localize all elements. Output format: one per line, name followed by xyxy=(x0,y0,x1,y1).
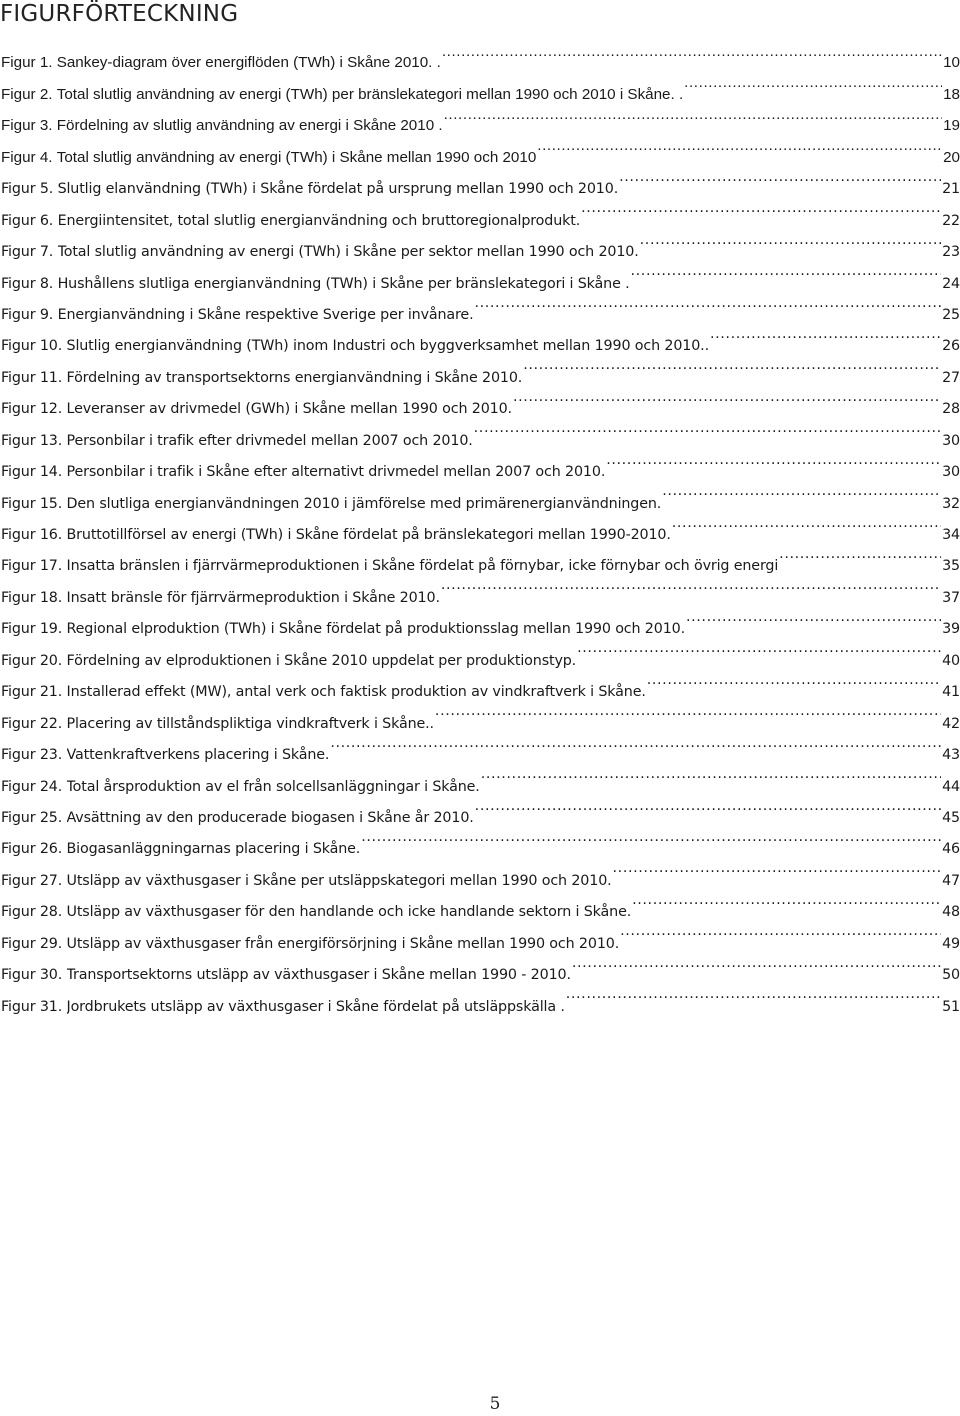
dot-leader xyxy=(618,162,941,193)
figure-page-number: 25 xyxy=(942,306,960,323)
figure-label: Figur 15. xyxy=(1,495,63,512)
dot-leader xyxy=(565,979,941,1010)
figure-title: Bruttotillförsel av energi (TWh) i Skåne fördelat på bränslekategori mellan 1990-2010. xyxy=(66,527,671,543)
figure-page-number: 30 xyxy=(942,464,960,481)
dot-leader xyxy=(685,602,941,633)
figure-label: Figur 1. xyxy=(1,54,53,72)
figure-page-number: 30 xyxy=(942,432,960,449)
figure-page-number: 42 xyxy=(942,715,960,732)
figure-label: Figur 17. xyxy=(1,558,63,575)
figure-title: Den slutliga energianvändningen 2010 i jämförelse med primärenergianvändningen. xyxy=(66,495,662,512)
figure-title: Vattenkraftverkens placering i Skåne. xyxy=(66,747,330,764)
figure-page-number: 27 xyxy=(942,369,960,386)
figure-label: Figur 2. xyxy=(1,85,53,103)
dot-leader xyxy=(661,476,941,507)
figure-title: Insatta bränslen i fjärrvärmeproduktionen i Skåne fördelat på förnybar, icke förnybar och övrig energi xyxy=(66,558,779,575)
dot-leader xyxy=(473,288,941,319)
figure-label: Figur 13. xyxy=(1,432,63,449)
figure-title: Leveranser av drivmedel (GWh) i Skåne mellan 1990 och 2010. xyxy=(66,401,512,418)
figure-page-number: 28 xyxy=(942,401,960,418)
figure-page-number: 21 xyxy=(942,181,960,198)
figure-entry[interactable] xyxy=(1,36,960,72)
figure-label: Figur 10. xyxy=(1,338,63,355)
dot-leader xyxy=(646,665,941,696)
figure-title: Avsättning av den producerade biogasen i Skåne år 2010. xyxy=(66,809,474,826)
figure-title: Transportsektorns utsläpp av växthusgaser i Skåne mellan 1990 - 2010. xyxy=(66,967,571,984)
figure-page-number: 44 xyxy=(942,778,960,795)
dot-leader xyxy=(639,225,941,256)
figure-page-number: 24 xyxy=(942,275,960,292)
figure-title: Biogasanläggningarnas placering i Skåne. xyxy=(66,841,361,858)
figure-title: Utsläpp av växthusgaser för den handlande och icke handlande sektorn i Skåne. xyxy=(66,904,632,921)
figure-title: Personbilar i trafik i Skåne efter alternativt drivmedel mellan 2007 och 2010. xyxy=(66,464,606,481)
figure-title: Slutlig elanvändning (TWh) i Skåne fördelat på ursprung mellan 1990 och 2010. xyxy=(57,181,619,198)
figure-page-number: 49 xyxy=(942,935,960,952)
figure-label: Figur 21. xyxy=(1,684,63,701)
dot-leader xyxy=(631,885,941,916)
dot-leader xyxy=(580,193,941,224)
figure-label: Figur 4. xyxy=(1,148,53,166)
figure-page-number: 26 xyxy=(942,338,960,355)
figure-page-number: 46 xyxy=(942,841,960,858)
dot-leader xyxy=(571,948,941,979)
figure-title: Insatt bränsle för fjärrvärmeproduktion i Skåne 2010. xyxy=(66,589,440,606)
figure-label: Figur 18. xyxy=(1,589,63,606)
dot-leader xyxy=(671,508,941,539)
figure-page-number: 39 xyxy=(942,621,960,638)
figure-page-number: 35 xyxy=(942,558,960,575)
figure-title: Total slutlig användning av energi (TWh) i Skåne mellan 1990 och 2010 xyxy=(56,148,537,166)
dot-leader xyxy=(683,67,942,98)
figure-page-number: 22 xyxy=(942,212,960,229)
dot-leader xyxy=(480,759,941,790)
figure-label: Figur 20. xyxy=(1,652,63,669)
dot-leader xyxy=(474,791,941,822)
figure-list xyxy=(1,36,960,1015)
dot-leader xyxy=(709,319,941,350)
figure-title: Total slutlig användning av energi (TWh) per bränslekategori mellan 1990 och 2010 i Skåne. . xyxy=(56,85,684,103)
figure-page-number: 43 xyxy=(942,747,960,764)
figure-label: Figur 11. xyxy=(1,369,63,386)
figure-title: Total årsproduktion av el från solcellsanläggningar i Skåne. xyxy=(66,778,480,795)
dot-leader xyxy=(619,916,941,947)
dot-leader xyxy=(778,539,941,570)
figure-page-number: 41 xyxy=(942,684,960,701)
figure-title: Placering av tillståndspliktiga vindkraftverk i Skåne.. xyxy=(66,715,434,732)
dot-leader xyxy=(630,256,942,287)
figure-title: Energiintensitet, total slutlig energianvändning och bruttoregionalprodukt. xyxy=(57,212,581,229)
figure-label: Figur 7. xyxy=(1,244,54,261)
dot-leader xyxy=(443,99,943,130)
figure-page-number: 23 xyxy=(942,244,960,261)
figure-label: Figur 16. xyxy=(1,527,63,543)
figure-label: Figur 19. xyxy=(1,621,63,638)
figure-page-number: 19 xyxy=(943,117,960,135)
dot-leader xyxy=(441,36,942,67)
figure-label: Figur 27. xyxy=(1,872,63,889)
dot-leader xyxy=(329,728,941,759)
dot-leader xyxy=(360,822,941,853)
dot-leader xyxy=(434,696,941,727)
figure-title: Installerad effekt (MW), antal verk och faktisk produktion av vindkraftverk i Skåne. xyxy=(66,684,646,701)
figure-title: Total slutlig användning av energi (TWh) i Skåne per sektor mellan 1990 och 2010. xyxy=(57,244,639,261)
figure-title: Fördelning av slutlig användning av energi i Skåne 2010 . xyxy=(56,117,443,135)
figure-label: Figur 29. xyxy=(1,935,63,952)
figure-title: Utsläpp av växthusgaser i Skåne per utsläppskategori mellan 1990 och 2010. xyxy=(66,872,612,889)
figure-title: Jordbrukets utsläpp av växthusgaser i Skåne fördelat på utsläppskälla . xyxy=(66,998,565,1015)
figure-title: Energianvändning i Skåne respektive Sverige per invånare. xyxy=(57,306,474,323)
figure-label: Figur 9. xyxy=(1,306,54,323)
dot-leader xyxy=(473,413,941,444)
figure-label: Figur 31. xyxy=(1,998,63,1015)
dot-leader xyxy=(522,350,941,381)
figure-page-number: 48 xyxy=(942,904,960,921)
figure-title: Regional elproduktion (TWh) i Skåne fördelat på produktionsslag mellan 1990 och 2010. xyxy=(66,621,685,638)
dot-leader xyxy=(440,570,941,601)
figure-title: Sankey-diagram över energiflöden (TWh) i Skåne 2010. . xyxy=(56,54,441,72)
figure-label: Figur 5. xyxy=(1,181,54,198)
figure-page-number: 51 xyxy=(942,998,960,1015)
figure-page-number: 45 xyxy=(942,809,960,826)
figure-page-number: 40 xyxy=(942,652,960,669)
figure-label: Figur 12. xyxy=(1,401,63,418)
figure-label: Figur 23. xyxy=(1,747,63,764)
figure-page-number: 50 xyxy=(942,967,960,984)
figure-page-number: 10 xyxy=(943,54,960,72)
figure-page-number: 18 xyxy=(943,85,960,103)
figure-label: Figur 8. xyxy=(1,275,54,292)
figure-label: Figur 22. xyxy=(1,715,63,732)
figure-page-number: 47 xyxy=(942,872,960,889)
figure-title: Hushållens slutliga energianvändning (TWh) i Skåne per bränslekategori i Skåne . xyxy=(57,275,630,292)
figure-title: Slutlig energianvändning (TWh) inom Industri och byggverksamhet mellan 1990 och 2010.. xyxy=(66,338,709,355)
figure-page-number: 34 xyxy=(942,527,960,543)
page-heading: FIGURFÖRTECKNING xyxy=(0,1,239,27)
figure-label: Figur 6. xyxy=(1,212,54,229)
figure-label: Figur 25. xyxy=(1,809,63,826)
figure-label: Figur 3. xyxy=(1,117,53,135)
dot-leader xyxy=(576,633,941,664)
dot-leader xyxy=(536,130,942,161)
dot-leader xyxy=(605,445,941,476)
figure-label: Figur 14. xyxy=(1,464,63,481)
figure-page-number: 32 xyxy=(942,495,960,512)
figure-title: Fördelning av elproduktionen i Skåne 2010 uppdelat per produktionstyp. xyxy=(66,652,577,669)
figure-title: Utsläpp av växthusgaser från energiförsörjning i Skåne mellan 1990 och 2010. xyxy=(66,935,620,952)
figure-title: Personbilar i trafik efter drivmedel mellan 2007 och 2010. xyxy=(66,432,473,449)
figure-label: Figur 30. xyxy=(1,967,63,984)
figure-page-number: 37 xyxy=(942,589,960,606)
figure-label: Figur 28. xyxy=(1,904,63,921)
dot-leader xyxy=(512,382,941,413)
figure-title: Fördelning av transportsektorns energianvändning i Skåne 2010. xyxy=(66,369,523,386)
figure-label: Figur 26. xyxy=(1,841,63,858)
page-number: 5 xyxy=(489,1394,501,1414)
dot-leader xyxy=(612,853,942,884)
figure-page-number: 20 xyxy=(943,148,960,166)
figure-label: Figur 24. xyxy=(1,778,63,795)
